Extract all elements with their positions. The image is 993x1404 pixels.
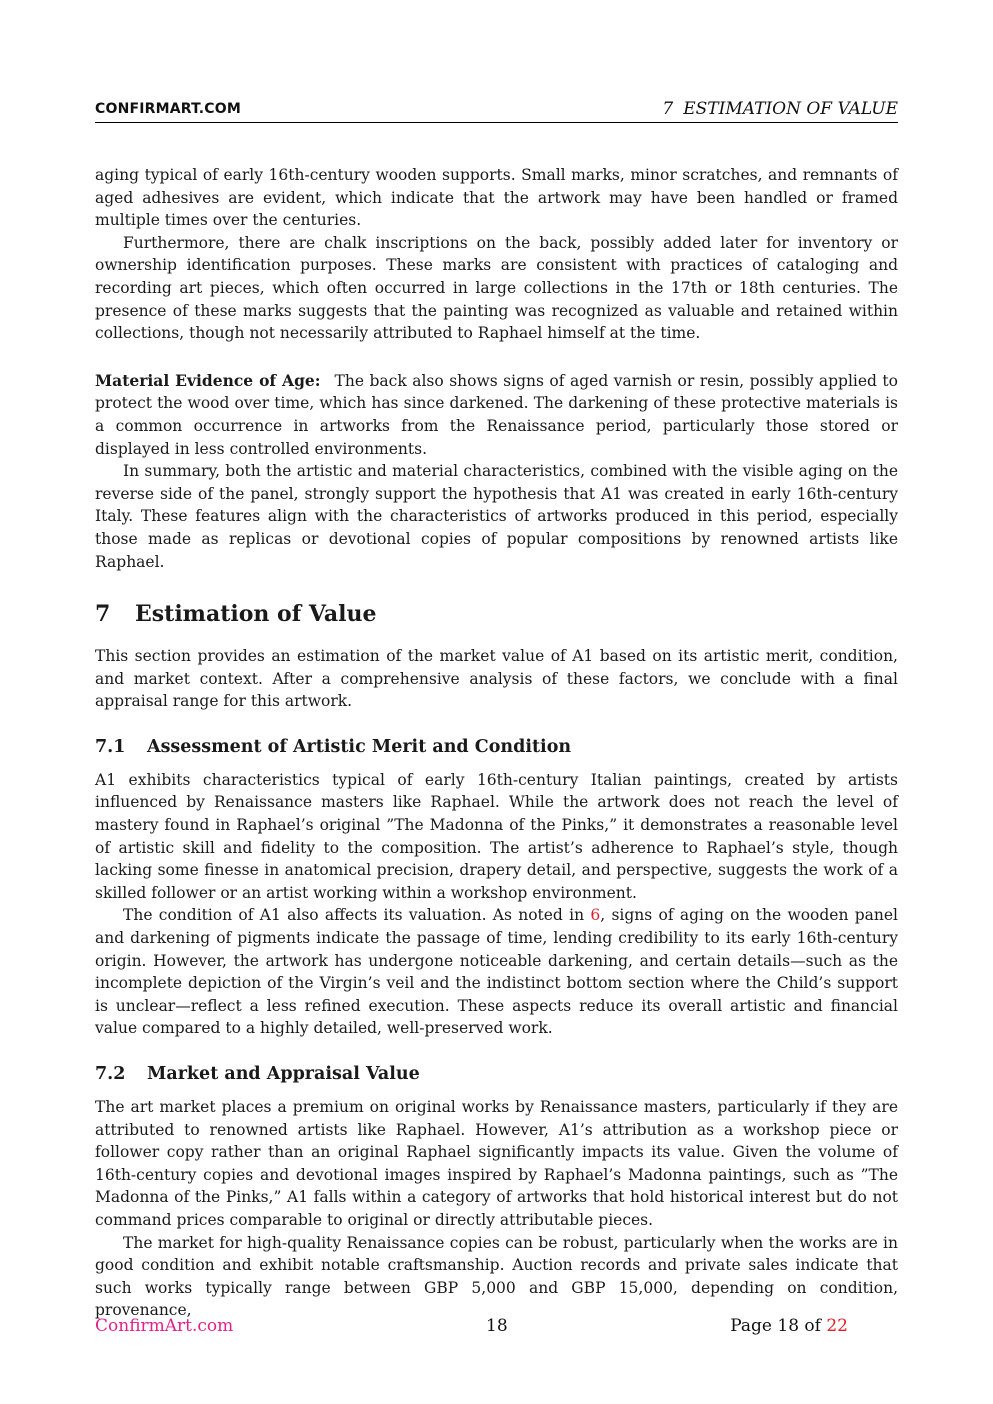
- footer-page-count: [730, 1316, 848, 1336]
- body-paragraph: aging typical of early 16th-century wooden supports. Small marks, minor scratches, and remnants of aged adhesives are evident, which indicate that the artwork may have been handled or framed multiple times over the centuries.: [95, 166, 898, 230]
- page-header: [95, 98, 898, 123]
- subsection-title: Market and Appraisal Value: [147, 1064, 420, 1084]
- paragraph-text: The back also shows signs of aged varnish or resin, possibly applied to protect the wood over time, which has since darkened. The darkening of these protective materials is a common occurrence in artworks from the Renaissance period, particularly those stored or displayed in less controlled environments.: [95, 371, 898, 458]
- running-section-number: 7: [662, 99, 674, 119]
- running-section-name: ESTIMATION OF VALUE: [683, 99, 898, 119]
- body-paragraph: The market for high-quality Renaissance copies can be robust, particularly when the works are in good condition and exhibit notable craftsmanship. Auction records and private sales indicate that such works typically range between GBP 5,000 and GBP 15,000, depending on condition, provenance,: [95, 1233, 898, 1320]
- document-page: [95, 0, 898, 1404]
- running-section-title: [662, 99, 898, 119]
- body-paragraph: A1 exhibits characteristics typical of early 16th-century Italian paintings, created by artists influenced by Renaissance masters like Raphael. While the artwork does not reach the level of mastery found in Raphael’s original ”The Madonna of the Pinks,” it demonstrates a reasonable level of artistic skill and fidelity to the composition. The artist’s adherence to Raphael’s style, though lacking some finesse in anatomical precision, drapery detail, and perspective, suggests the work of a skilled follower or an artist working within a workshop environment.: [95, 770, 898, 902]
- section-number: 7: [95, 601, 111, 628]
- material-evidence-paragraph: [95, 370, 898, 460]
- summary-paragraph: In summary, both the artistic and material characteristics, combined with the visible aging on the reverse side of the panel, strongly support the hypothesis that A1 was created in early 16th-century Italy. These features align with the characteristics of artworks produced in this period, especially those made as replicas or devotional copies of popular compositions by renowned artists like Raphael.: [95, 462, 898, 571]
- section-reference-link[interactable]: 6: [590, 906, 601, 925]
- section-title: Estimation of Value: [135, 601, 377, 628]
- page-count-label: Page 18 of: [730, 1316, 827, 1336]
- total-pages-link[interactable]: 22: [826, 1316, 848, 1336]
- main-content: [95, 164, 898, 1322]
- paragraph-heading: Material Evidence of Age:: [95, 370, 321, 390]
- body-paragraph: Furthermore, there are chalk inscriptions on the back, possibly added later for inventory or ownership identification purposes. These marks are consistent with practices of cataloging and recording art pieces, which often occurred in large collections in the 17th or 18th centuries. The presence of these marks suggests that the painting was recognized as valuable and retained within collections, though not necessarily attributed to Raphael himself at the time.: [95, 233, 898, 343]
- subsection-number: 7.1: [95, 736, 126, 757]
- paragraph-text: , signs of aging on the wooden panel and darkening of pigments indicate the passage of time, lending credibility to its early 16th-century origin. However, the artwork has undergone noticeable darkening, and certain details—such as the incomplete depiction of the Virgin’s veil and the indistinct bottom section where the Child’s support is unclear—reflect a less refined execution. These aspects reduce its overall artistic and financial value compared to a highly detailed, well-preserved work.: [95, 906, 899, 1038]
- subsection-heading: [95, 735, 898, 759]
- subsection-title: Assessment of Artistic Merit and Condition: [147, 736, 572, 757]
- subsection-heading: [95, 1062, 898, 1086]
- footer-site-link[interactable]: ConfirmArt.com: [95, 1316, 234, 1336]
- footer-page-number: 18: [486, 1316, 508, 1336]
- confirmart-logo: CONFIRMART.COM: [95, 101, 242, 117]
- body-paragraph: [95, 904, 898, 1040]
- paragraph-text: The condition of A1 also affects its valuation. As noted in: [123, 906, 591, 925]
- subsection-number: 7.2: [95, 1064, 126, 1084]
- section-heading: [95, 599, 898, 629]
- section-intro: This section provides an estimation of the market value of A1 based on its artistic merit, condition, and market context. After a comprehensive analysis of these factors, we conclude with a final appraisal range for this artwork.: [95, 647, 898, 711]
- body-paragraph: The art market places a premium on original works by Renaissance masters, particularly if they are attributed to renowned artists like Raphael. However, A1’s attribution as a workshop piece or follower copy rather than an original Raphael significantly impacts its value. Given the volume of 16th-century copies and devotional images inspired by Raphael’s Madonna paintings, such as ”The Madonna of the Pinks,” A1 falls within a category of artworks that hold historical interest but do not command prices comparable to original or directly attributable pieces.: [95, 1098, 898, 1229]
